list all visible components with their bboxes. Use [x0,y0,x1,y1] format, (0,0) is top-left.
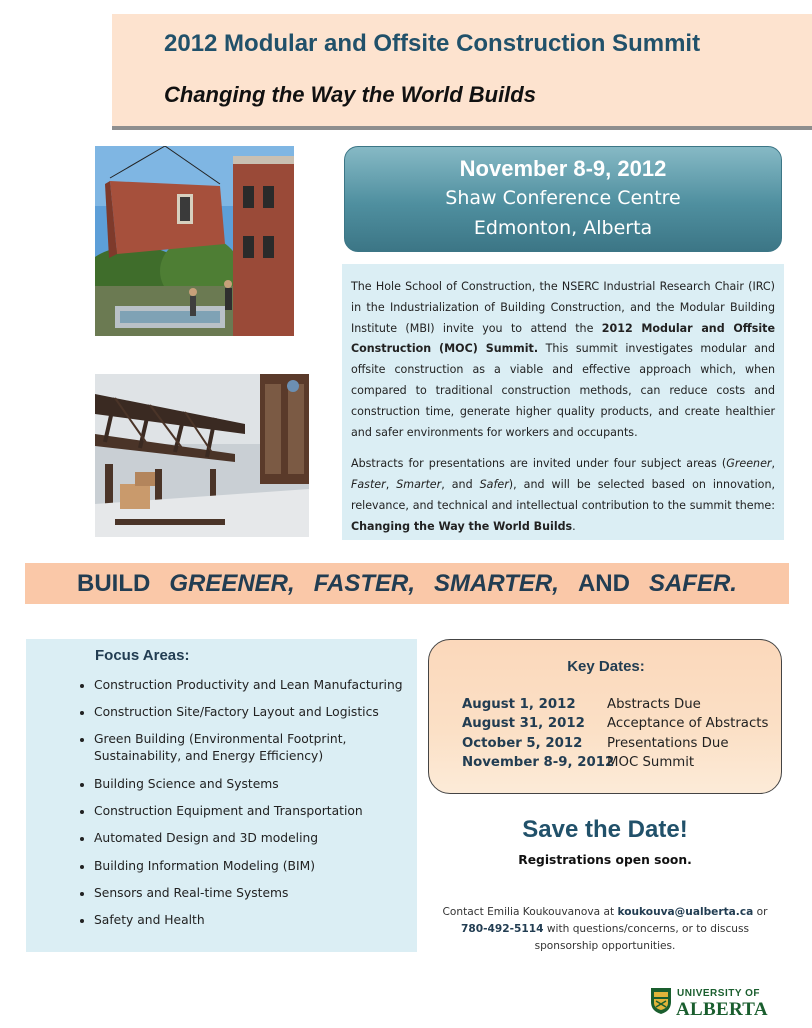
event-venue: Shaw Conference Centre [445,187,681,209]
intro-text-box [342,264,784,540]
event-city: Edmonton, Alberta [473,217,653,239]
intro-p2-text-2: ), and will be selected based on innovation, relevance, and technical and intellectual contribution to the summit theme: [351,478,775,512]
key-date: October 5, 2012 [462,736,583,751]
key-date-row [462,695,782,715]
list-item: • Sensors and Real-time Systems [94,884,424,902]
list-item: • Construction Site/Factory Layout and Logistics [94,703,424,721]
contact-text: or [753,906,768,918]
modular-lift-illustration [95,146,294,336]
crest-icon [650,987,672,1015]
contact-text: with questions/concerns, or to discuss sponsorship opportunities. [534,923,750,952]
list-item: • Construction Equipment and Transportation [94,802,424,820]
focus-areas-list [66,676,424,939]
factory-illustration [95,374,309,537]
intro-p1-text-2: This summit investigates modular and offsite construction as a viable and effective approach which, when compared to traditional construction methods, can reduce costs and construction time, generate higher quality products, and create healthier and safer environments for workers and occupants. [351,342,775,439]
page-subtitle: Changing the Way the World Builds [164,82,536,107]
list-item: • Building Information Modeling (BIM) [94,857,424,875]
contact-email-link[interactable]: koukouva@ualberta.ca [617,906,754,918]
intro-p2-sep: , [385,478,397,492]
key-dates-panel [428,639,782,794]
logo-text-alberta: ALBERTA [676,999,768,1020]
intro-p2-text: Abstracts for presentations are invited under four subject areas ( [351,457,727,471]
intro-p2-smarter: Smarter [396,478,442,492]
slogan-word-build: BUILD [77,569,151,597]
key-date-event: Abstracts Due [607,697,701,712]
event-date: November 8-9, 2012 [459,156,667,181]
contact-phone[interactable]: 780-492-5114 [460,923,544,935]
intro-p2-end: . [572,519,576,533]
list-item: • Building Science and Systems [94,775,424,793]
intro-p1-bold: 2012 Modular and Offsite Construction (MOC) Summit. [351,321,775,356]
intro-p2-greener: Greener [726,457,772,471]
save-the-date-title: Save the Date! [522,816,688,843]
university-of-alberta-logo [650,985,775,1019]
slogan-word-safer: SAFER. [648,569,737,597]
page-title: 2012 Modular and Offsite Construction Summit [164,30,701,57]
slogan-bar [25,563,789,604]
list-item: • Automated Design and 3D modeling [94,829,424,847]
intro-p2-bold: Changing the Way the World Builds [351,519,573,533]
slogan-word-and: AND [577,569,630,597]
list-item: • Green Building (Environmental Footprint, Sustainability, and Energy Efficiency) [94,731,424,766]
key-date: August 1, 2012 [462,697,576,712]
header-banner [112,14,812,130]
key-date: August 31, 2012 [462,716,585,731]
focus-areas-panel [26,639,417,952]
key-date: November 8-9, 2012 [462,755,615,770]
key-date-event: Acceptance of Abstracts [607,716,769,731]
key-date-row [462,714,782,734]
registrations-note: Registrations open soon. [518,853,692,867]
key-dates-heading: Key Dates: [567,658,645,675]
slogan-word-greener: GREENER, [169,569,295,597]
list-item: • Construction Productivity and Lean Manufacturing [94,676,424,694]
event-date-panel [344,146,782,252]
contact-text: Contact Emilia Koukouvanova at [442,906,618,918]
focus-areas-heading: Focus Areas: [95,647,190,664]
intro-paragraph-1 [351,277,775,443]
intro-paragraph-2 [351,454,775,537]
key-date-event: MOC Summit [607,755,695,770]
list-item: • Safety and Health [94,911,424,929]
key-date-event: Presentations Due [607,736,729,751]
key-date-row [462,753,782,773]
key-date-row [462,734,782,754]
modular-lift-photo [95,146,294,336]
intro-p2-faster: Faster [351,478,386,492]
logo-text-university: UNIVERSITY OF [677,988,760,999]
slogan-word-smarter: SMARTER, [434,569,559,597]
slogan-word-faster: FASTER, [313,569,416,597]
intro-p1-text: The Hole School of Construction, the NSERC Industrial Research Chair (IRC) in the Industrialization of Building Construction, and the Modular Building Institute (MBI) invite you to attend the [351,280,775,335]
intro-p2-sep: , and [441,478,480,492]
factory-framing-photo [95,374,309,537]
intro-p2-sep: , [771,457,775,471]
contact-info [428,904,782,955]
intro-p2-safer: Safer [479,478,509,492]
